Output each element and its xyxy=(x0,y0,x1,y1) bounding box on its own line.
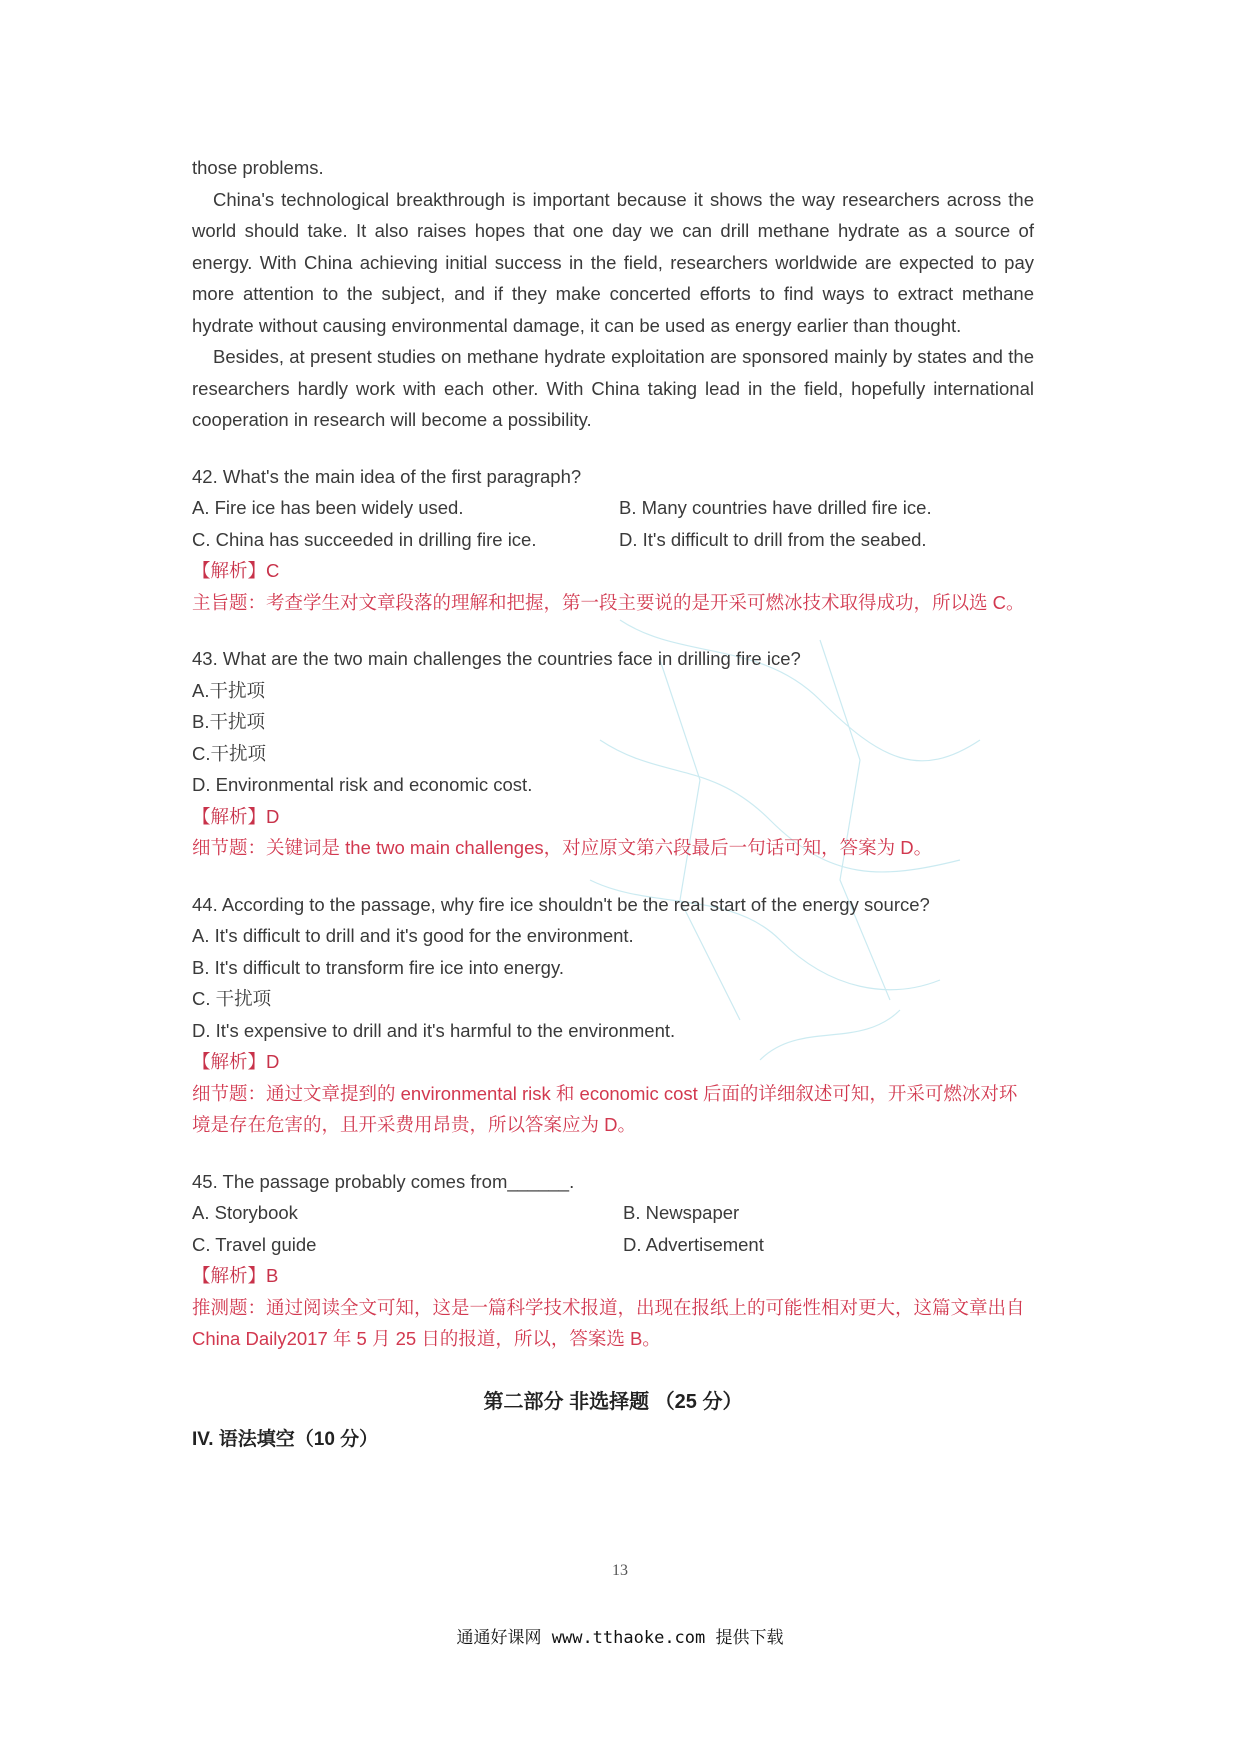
section-subheading: IV. 语法填空（10 分） xyxy=(192,1428,379,1450)
question-44 xyxy=(192,889,1034,1141)
option-b: B. Newspaper xyxy=(623,1202,740,1223)
section-heading: 第二部分 非选择题 （25 分） xyxy=(483,1390,743,1413)
option-c: C. 干扰项 xyxy=(192,988,272,1009)
answer-analysis: 推测题：通过阅读全文可知，这是一篇科学技术报道，出现在报纸上的可能性相对更大，这篇文章出自 China Daily2017 年 5 月 25 日的报道，所以，答案选 B。 xyxy=(192,1296,1025,1349)
passage-paragraph: Besides, at present studies on methane hydrate exploitation are sponsored mainly by states and the researchers hardly work with each other. With China taking lead in the field, hopefully international cooperation in research will become a possibility. xyxy=(192,346,1034,430)
option-a: A. Fire ice has been widely used. xyxy=(192,497,464,518)
page-number: 13 xyxy=(612,1562,628,1579)
answer-tag: 【解析】C xyxy=(192,560,280,581)
document-page xyxy=(192,152,1034,1456)
question-42 xyxy=(192,461,1034,619)
option-d: D. Advertisement xyxy=(623,1233,764,1255)
answer-analysis: 细节题：关键词是 the two main challenges，对应原文第六段最后一句话可知，答案为 D。 xyxy=(192,837,933,858)
option-c: C. China has succeeded in drilling fire ice. xyxy=(192,528,537,550)
question-text: 42. What's the main idea of the first paragraph? xyxy=(192,465,582,487)
question-text: 44. According to the passage, why fire ice shouldn't be the real start of the energy source? xyxy=(192,893,930,915)
passage-paragraph: China's technological breakthrough is important because it shows the way researchers across the world should take. It also raises hopes that one day we can drill methane hydrate as a source of energy. With China achieving initial success in the field, researchers worldwide are expected to pay more attention to the subject, and if they make concerted efforts to find ways to extract methane hydrate without causing environmental damage, it can be used as energy earlier than thought. xyxy=(192,188,1034,336)
option-a: A. It's difficult to drill and it's good for the environment. xyxy=(192,925,634,946)
option-c: C.干扰项 xyxy=(192,742,267,764)
question-43 xyxy=(192,643,1034,864)
answer-tag: 【解析】D xyxy=(192,1051,280,1072)
option-b: B. It's difficult to transform fire ice into energy. xyxy=(192,956,564,978)
passage-line: those problems. xyxy=(192,157,324,178)
question-text: 45. The passage probably comes from______. xyxy=(192,1170,575,1192)
answer-tag: 【解析】D xyxy=(192,805,280,827)
answer-tag: 【解析】B xyxy=(192,1265,279,1286)
option-c: C. Travel guide xyxy=(192,1233,317,1255)
option-d: D. It's expensive to drill and it's harmful to the environment. xyxy=(192,1019,676,1041)
footer-text: 通通好课网 www.tthaoke.com 提供下载 xyxy=(456,1628,784,1648)
question-45 xyxy=(192,1166,1034,1355)
question-text: 43. What are the two main challenges the countries face in drilling fire ice? xyxy=(192,648,801,669)
option-a: A.干扰项 xyxy=(192,679,265,701)
option-b: B.干扰项 xyxy=(192,711,265,732)
option-a: A. Storybook xyxy=(192,1202,298,1223)
answer-analysis: 细节题：通过文章提到的 environmental risk 和 economic cost 后面的详细叙述可知，开采可燃冰对环境是存在危害的，且开采费用昂贵，所以答案应为 D。 xyxy=(192,1082,1018,1135)
option-d: D. It's difficult to drill from the seabed. xyxy=(619,528,927,550)
option-b: B. Many countries have drilled fire ice. xyxy=(619,497,932,518)
option-d: D. Environmental risk and economic cost. xyxy=(192,774,533,795)
answer-analysis: 主旨题：考查学生对文章段落的理解和把握，第一段主要说的是开采可燃冰技术取得成功，所以选 C。 xyxy=(192,591,1025,613)
